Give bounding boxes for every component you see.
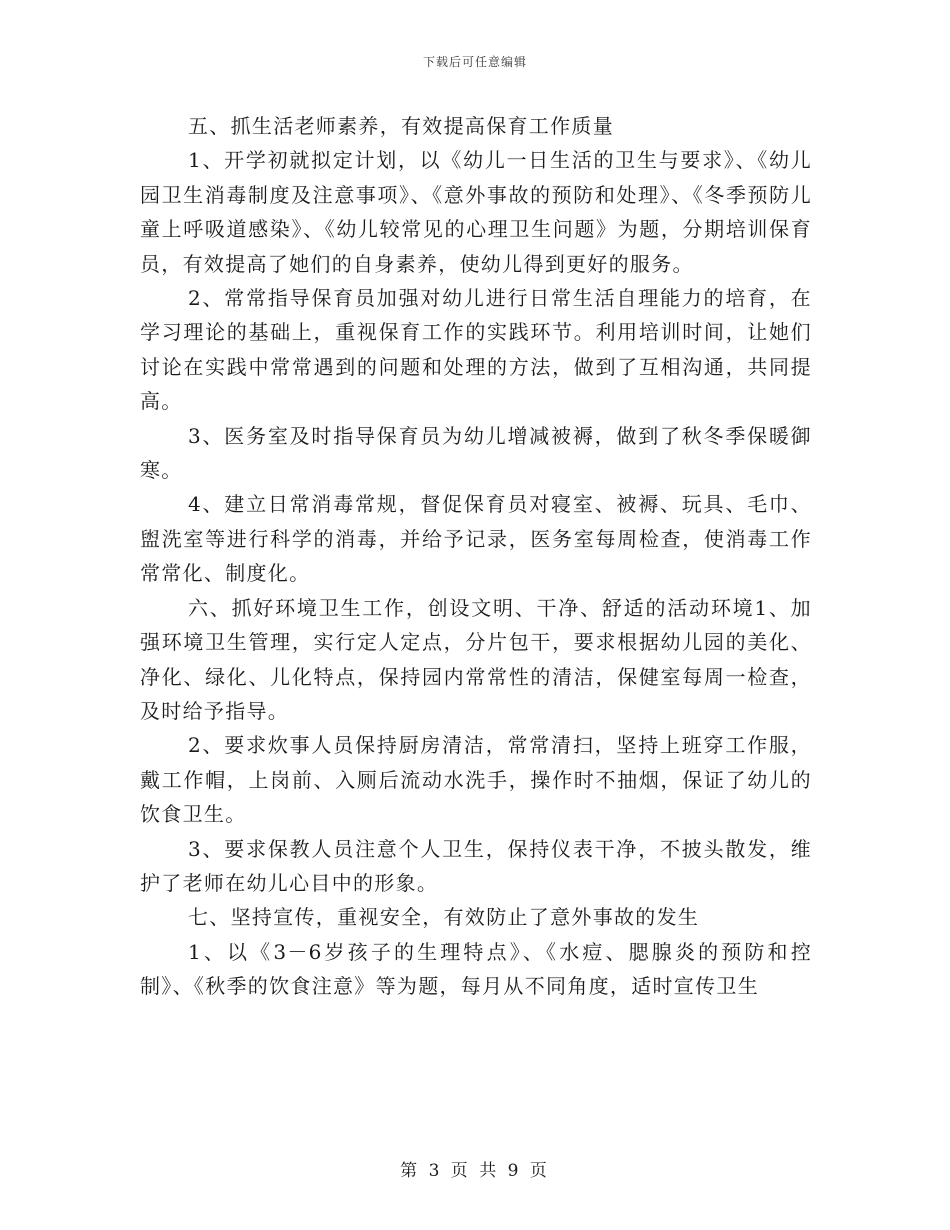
- document-body: [140, 109, 812, 1004]
- body-paragraph: 2、常常指导保育员加强对幼儿进行日常生活自理能力的培育，在学习理论的基础上，重视保育工作的实践环节。利用培训时间，让她们讨论在实践中常常遇到的问题和处理的方法，做到了互相沟通，共同提高。: [140, 286, 812, 414]
- page-footer: [0, 1156, 950, 1181]
- section-heading: 七、坚持宣传，重视安全，有效防止了意外事故的发生: [188, 905, 700, 930]
- page-header: 下载后可任意编辑: [422, 55, 527, 69]
- section-heading: 六、抓好环境卫生工作，创设文明、干净、舒适的活动环境1、加强环境卫生管理，实行定人定点，分片包干，要求根据幼儿园的美化、净化、绿化、儿化特点，保持园内常常性的清洁，保健室每周一检查，及时给予指导。: [140, 595, 812, 723]
- body-paragraph: 1、开学初就拟定计划，以《幼儿一日生活的卫生与要求》、《幼儿园卫生消毒制度及注意事项》、《意外事故的预防和处理》、《冬季预防儿童上呼吸道感染》、《幼儿较常见的心理卫生问题》为题，分期培训保育员，有效提高了她们的自身素养，使幼儿得到更好的服务。: [140, 148, 812, 276]
- body-paragraph: 1、以《3－6岁孩子的生理特点》、《水痘、腮腺炎的预防和控制》、《秋季的饮食注意》等为题，每月从不同角度，适时宣传卫生: [140, 939, 812, 999]
- section-heading: 五、抓生活老师素养，有效提高保育工作质量: [188, 114, 614, 138]
- body-paragraph: 3、医务室及时指导保育员为幼儿增减被褥，做到了秋冬季保暖御寒。: [140, 423, 812, 483]
- body-paragraph: 4、建立日常消毒常规，督促保育员对寝室、被褥、玩具、毛巾、盥洗室等进行科学的消毒，并给予记录，医务室每周检查，使消毒工作常常化、制度化。: [140, 492, 812, 586]
- body-paragraph: 3、要求保教人员注意个人卫生，保持仪表干净，不披头散发，维护了老师在幼儿心目中的形象。: [140, 836, 812, 895]
- body-paragraph: 2、要求炊事人员保持厨房清洁，常常清扫，坚持上班穿工作服，戴工作帽，上岗前、入厕后流动水洗手，操作时不抽烟，保证了幼儿的饮食卫生。: [140, 733, 812, 827]
- page-number: 第 3 页 共 9 页: [400, 1161, 550, 1181]
